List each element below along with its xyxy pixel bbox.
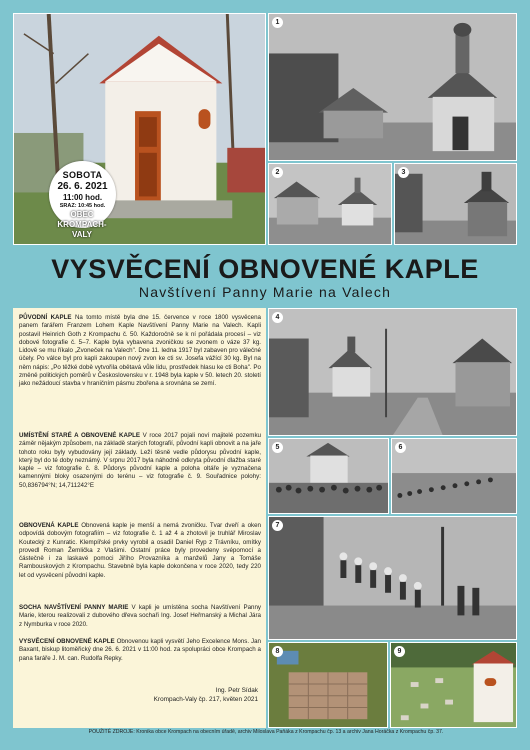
section-heading: PŮVODNÍ KAPLE <box>19 314 72 321</box>
event-date: 26. 6. 2021 <box>57 181 108 192</box>
photo-number: 8 <box>272 646 283 657</box>
photo-number: 1 <box>272 17 283 28</box>
photo-5 <box>268 438 389 514</box>
photo-3 <box>394 163 517 245</box>
section-heading: SOCHA NAVŠTÍVENÍ PANNY MARIE <box>19 604 129 611</box>
section-restored-chapel <box>19 522 261 580</box>
photo-1 <box>268 13 517 161</box>
section-heading: OBNOVENÁ KAPLE <box>19 522 79 529</box>
event-time: 11:00 hod. <box>62 193 103 202</box>
section-text: Obnovená kaple je menší a nemá zvoničku. Tvar dveří a oken odpovídá dobovým fotografiím – viz fotografie č. 1 až 4 a zhotovil je truhlář Miroslav Koutecký z Kunratic. Klempířské prvky vyrobil a osadil Daniel Ryp z Trávníku, omítky provedl Roman Žemlička z Vlašimi. Ostatní práce byly provedeny svépomocí a částečně i za laskavé pomoci Jiřího Provazníka a manželů Jany a Tomáše Rambouskových z Krompachu. Stavebně byla kaple dokončena v roce 2020, tedy 220 let od vysvěcení původní kaple. <box>19 522 261 579</box>
photo-6 <box>391 438 517 514</box>
photo-number: 3 <box>398 167 409 178</box>
hero-photo-chapel <box>13 13 266 245</box>
section-text: Obnovenou kapli vysvětí Jeho Excelence Mons. Jan Baxant, biskup litoměřický dne 26. 6. 2021 v 11:00 hod. za spolupráci obce Krompach a pana faráře J. M. can. Rudolfa Repky. <box>19 638 261 662</box>
title-band <box>13 248 517 304</box>
photo-7 <box>268 516 517 640</box>
event-meeting-time: SRAZ: 10:45 hod. <box>59 203 106 209</box>
page-subtitle: Navštívení Panny Marie na Valech <box>138 284 392 300</box>
text-panel <box>13 308 266 728</box>
section-statue <box>19 604 261 629</box>
section-text: V roce 2017 pojali noví majitelé pozemku záměr nějakým způsobem, na základě starých fotografií, původní kapli obnovit a na jaře tohoto roku byly vybudovány její základy. Leží těsně vedle půdorysu původní kaple, který byl do té doby neznámý. V srpnu 2017 byla náhodně odkryta původní dlažba staré kaple – viz fotografie č. 8. Půdorys původní kaple a poloha oltáře je vyznačena kamennými bloky osazenými do terénu – viz fotografie č. 9. Souřadnice polohy: 50,836794°N; 14,711242°E <box>19 432 261 489</box>
photo-number: 6 <box>395 442 406 453</box>
sources-note: POUŽITÉ ZDROJE: Kronika obce Krompach na obecním úřadě, archiv Miloslava Paňáka z Krompachu čp. 13 a archiv Jana Horáčka z Krompachu čp. 37. <box>88 729 444 735</box>
photo-number: 5 <box>272 442 283 453</box>
section-location <box>19 432 261 490</box>
signature-place-date: Krompach-Valy čp. 217, květen 2021 <box>153 696 258 703</box>
section-text: V kapli je umístěna socha Navštívení Panny Marie, kterou realizovali z dubového dřeva sochaři Ing. Josef Heřmanský a Michal Jára z Nymburka v roce 2020. <box>19 604 261 628</box>
signature-name: Ing. Petr Sídak <box>215 687 258 694</box>
photo-number: 2 <box>272 167 283 178</box>
photo-2 <box>268 163 392 245</box>
event-day: SOBOTA <box>62 170 103 180</box>
photo-number: 7 <box>272 520 283 531</box>
section-heading: UMÍSTĚNÍ STARÉ A OBNOVENÉ KAPLE <box>19 432 141 439</box>
signature <box>154 686 258 704</box>
section-original-chapel <box>19 314 261 389</box>
section-text: Na tomto místě byla dne 15. července v roce 1800 vysvěcena panem farářem Franzem Lohem Kaple Navštívení Panny Marie na Valech. Kapli postavil Heinrich Goth z Krompachu č. 50. Každoročně se k ní pořádala procesí – viz dobové fotografie č. 5–7. Kaple byla vybavena zvoničkou se zvonem o váze 37 kg. Lidově se mu říkalo „Zvoneček na Valech". Dne 11. ledna 1917 byl zabaven pro válečné účely. Po válce byl pro kapli zakoupen nový zvon ke cti sv. Josefa vážící 30 kg. Byl na něm nápis: „Po těžké době vytvořila obětavá vůle lidu, prostředek hlasu ke cti Boha". Po změně politických poměrů v Československu v r. 1948 byla kaple v 50. letech 20. století jako nežádoucí stavba v hraničním pásmu zbořena a srovnána se zemí. <box>19 314 261 388</box>
photo-9 <box>390 642 517 728</box>
photo-number: 4 <box>272 312 283 323</box>
village-name: OBEC KROMPACH-VALY <box>57 210 107 239</box>
section-heading: VYSVĚCENÍ OBNOVENÉ KAPLE <box>19 638 115 645</box>
photo-8 <box>268 642 388 728</box>
page-title: VYSVĚCENÍ OBNOVENÉ KAPLE <box>51 254 479 284</box>
section-consecration <box>19 638 261 663</box>
photo-4 <box>268 308 517 436</box>
photo-number: 9 <box>394 646 405 657</box>
